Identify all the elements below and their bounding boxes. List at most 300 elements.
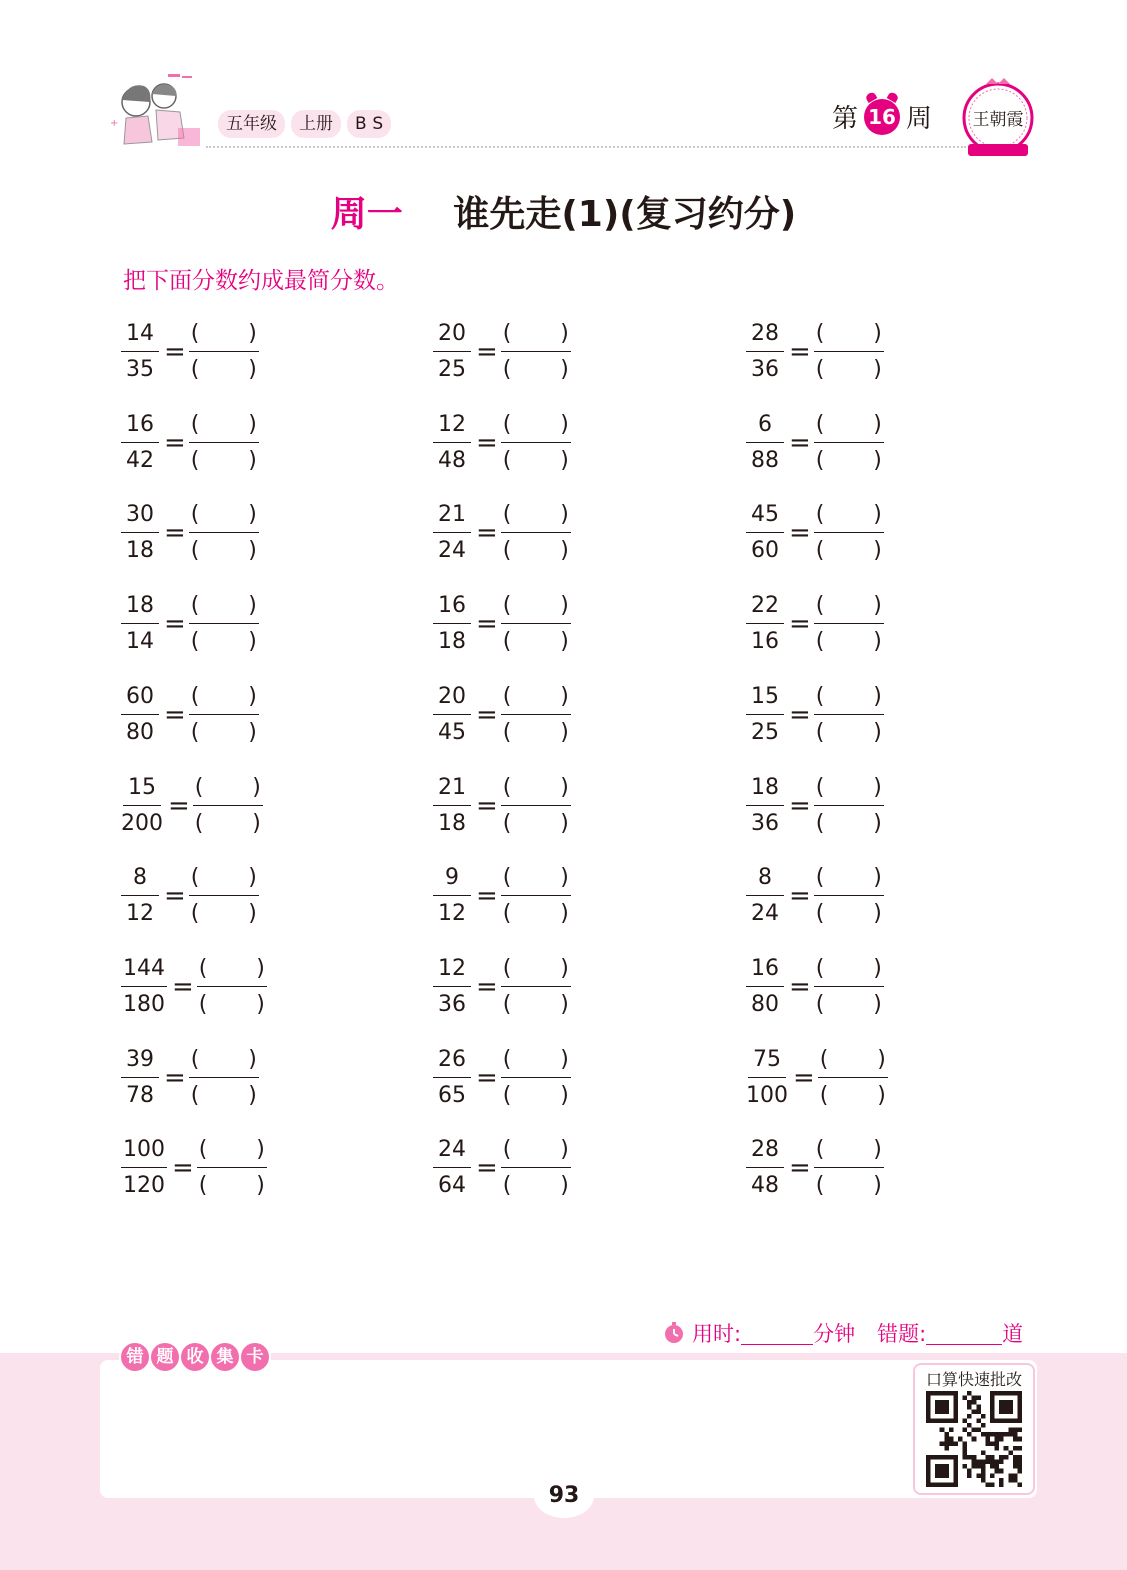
open-paren: (	[819, 1082, 829, 1108]
open-paren: (	[190, 683, 200, 709]
close-paren: )	[256, 955, 265, 981]
answer-blank[interactable]	[501, 954, 571, 1020]
answer-denominator-slot[interactable]	[197, 1168, 267, 1201]
close-paren: )	[873, 683, 882, 709]
answer-numerator-slot[interactable]	[189, 1045, 259, 1078]
fraction-problem	[746, 408, 884, 478]
qr-code-icon[interactable]	[926, 1391, 1022, 1487]
open-paren: (	[190, 593, 200, 619]
week-prefix: 第	[832, 104, 859, 134]
close-paren: )	[252, 774, 261, 800]
fraction-problem	[121, 589, 259, 659]
numerator: 12	[433, 954, 471, 987]
answer-blank[interactable]	[501, 410, 571, 476]
answer-blank[interactable]	[814, 410, 884, 476]
fraction-problem	[433, 952, 571, 1022]
equals-sign: =	[476, 881, 498, 912]
answer-denominator-slot[interactable]	[501, 715, 571, 748]
close-paren: )	[256, 1137, 265, 1163]
answer-blank[interactable]	[193, 773, 263, 839]
open-paren: (	[190, 321, 200, 346]
open-paren: (	[815, 683, 825, 709]
close-paren: )	[560, 538, 569, 564]
numerator: 21	[433, 500, 471, 533]
answer-denominator-slot[interactable]	[818, 1078, 888, 1111]
close-paren: )	[873, 955, 882, 981]
open-paren: (	[198, 1173, 208, 1199]
open-paren: (	[194, 810, 204, 836]
answer-blank[interactable]	[501, 500, 571, 566]
open-paren: (	[502, 447, 512, 473]
close-paren: )	[560, 321, 569, 346]
denominator: 100	[746, 1082, 788, 1108]
numerator: 144	[121, 954, 167, 987]
answer-blank[interactable]	[814, 954, 884, 1020]
equals-sign: =	[172, 1153, 194, 1184]
open-paren: (	[815, 955, 825, 981]
answer-denominator-slot[interactable]	[501, 624, 571, 657]
given-fraction	[121, 682, 159, 748]
given-fraction	[433, 954, 471, 1020]
answer-numerator-slot[interactable]	[814, 500, 884, 533]
equals-sign: =	[476, 1153, 498, 1184]
close-paren: )	[560, 502, 569, 528]
open-paren: (	[190, 538, 200, 564]
answer-denominator-slot[interactable]	[197, 987, 267, 1020]
answer-blank[interactable]	[501, 1045, 571, 1111]
page-title	[0, 186, 1127, 237]
fraction-problem	[433, 317, 571, 387]
answer-numerator-slot[interactable]	[814, 319, 884, 352]
answer-denominator-slot[interactable]	[189, 624, 259, 657]
answer-blank[interactable]	[501, 773, 571, 839]
close-paren: )	[873, 321, 882, 346]
close-paren: )	[256, 1173, 265, 1199]
answer-denominator-slot[interactable]	[814, 987, 884, 1020]
answer-denominator-slot[interactable]	[501, 443, 571, 476]
denominator: 18	[438, 810, 466, 836]
answer-denominator-slot[interactable]	[814, 806, 884, 839]
equals-sign: =	[476, 1062, 498, 1093]
title-name: 谁先走(1)(复习约分)	[453, 194, 797, 235]
close-paren: )	[873, 1173, 882, 1199]
answer-denominator-slot[interactable]	[193, 806, 263, 839]
fraction-problem	[433, 1133, 571, 1203]
answer-denominator-slot[interactable]	[814, 533, 884, 566]
answer-blank[interactable]	[197, 954, 267, 1020]
fraction-problem	[746, 589, 884, 659]
numerator: 16	[746, 954, 784, 987]
given-fraction	[433, 1045, 471, 1111]
answer-denominator-slot[interactable]	[501, 1168, 571, 1201]
fraction-problem	[746, 1133, 884, 1203]
denominator: 78	[126, 1082, 154, 1108]
answer-blank[interactable]	[189, 410, 259, 476]
equals-sign: =	[476, 337, 498, 367]
denominator: 120	[123, 1173, 165, 1199]
answer-blank[interactable]	[189, 682, 259, 748]
equals-sign: =	[476, 971, 498, 1002]
errors-unit: 道	[1002, 1322, 1024, 1346]
answer-numerator-slot[interactable]	[501, 591, 571, 624]
denominator: 80	[751, 991, 779, 1017]
answer-numerator-slot[interactable]	[814, 954, 884, 987]
open-paren: (	[198, 991, 208, 1017]
answer-numerator-slot[interactable]	[501, 773, 571, 806]
given-fraction	[121, 773, 163, 839]
open-paren: (	[815, 774, 825, 800]
close-paren: )	[248, 502, 257, 528]
card-label-char: 题	[149, 1341, 181, 1373]
close-paren: )	[248, 1082, 257, 1108]
close-paren: )	[248, 865, 257, 891]
equals-sign: =	[164, 427, 186, 458]
qr-panel	[913, 1363, 1035, 1495]
answer-denominator-slot[interactable]	[189, 443, 259, 476]
card-label-char: 集	[209, 1341, 241, 1373]
answer-denominator-slot[interactable]	[189, 533, 259, 566]
denominator: 36	[438, 991, 466, 1017]
given-fraction	[121, 500, 159, 566]
denominator: 16	[751, 629, 779, 655]
close-paren: )	[560, 1082, 569, 1108]
given-fraction	[746, 682, 784, 748]
open-paren: (	[502, 1082, 512, 1108]
open-paren: (	[815, 321, 825, 346]
denominator: 25	[438, 357, 466, 382]
fraction-problem	[746, 1043, 888, 1113]
answer-numerator-slot[interactable]	[814, 773, 884, 806]
numerator: 12	[433, 410, 471, 443]
time-unit: 分钟	[813, 1322, 856, 1346]
answer-numerator-slot[interactable]	[818, 1045, 888, 1078]
equals-sign: =	[164, 699, 186, 730]
equals-sign: =	[164, 1062, 186, 1093]
close-paren: )	[248, 629, 257, 655]
equals-sign: =	[789, 699, 811, 730]
given-fraction	[746, 500, 784, 566]
page-number: 93	[534, 1474, 594, 1518]
answer-blank[interactable]	[501, 1135, 571, 1201]
svg-text:+: +	[110, 118, 119, 129]
close-paren: )	[873, 810, 882, 836]
answer-blank[interactable]	[189, 863, 259, 929]
fraction-problem	[121, 1043, 259, 1113]
fraction-problem	[121, 952, 267, 1022]
answer-denominator-slot[interactable]	[501, 352, 571, 385]
close-paren: )	[560, 955, 569, 981]
answer-denominator-slot[interactable]	[189, 715, 259, 748]
answer-numerator-slot[interactable]	[197, 1135, 267, 1168]
given-fraction	[433, 773, 471, 839]
answer-blank[interactable]	[814, 500, 884, 566]
grade-tags	[218, 110, 391, 138]
fraction-problem	[746, 680, 884, 750]
fraction-problem	[121, 680, 259, 750]
close-paren: )	[252, 810, 261, 836]
denominator: 65	[438, 1082, 466, 1108]
answer-denominator-slot[interactable]	[189, 896, 259, 929]
week-indicator	[832, 98, 932, 135]
denominator: 48	[751, 1173, 779, 1199]
close-paren: )	[248, 719, 257, 745]
fraction-problem	[121, 408, 259, 478]
time-blank[interactable]	[741, 1322, 813, 1345]
answer-denominator-slot[interactable]	[814, 352, 884, 385]
answer-blank[interactable]	[814, 1135, 884, 1201]
close-paren: )	[560, 810, 569, 836]
answer-numerator-slot[interactable]	[189, 682, 259, 715]
week-suffix: 周	[906, 104, 933, 134]
close-paren: )	[873, 901, 882, 927]
given-fraction	[433, 410, 471, 476]
answer-denominator-slot[interactable]	[814, 624, 884, 657]
fraction-problem	[121, 1133, 267, 1203]
volume-tag: 上册	[291, 110, 341, 138]
open-paren: (	[502, 1173, 512, 1199]
answer-blank[interactable]	[814, 863, 884, 929]
close-paren: )	[560, 629, 569, 655]
numerator: 16	[433, 591, 471, 624]
equals-sign: =	[476, 790, 498, 821]
given-fraction	[121, 1045, 159, 1111]
answer-blank[interactable]	[189, 1045, 259, 1111]
open-paren: (	[502, 411, 512, 437]
equals-sign: =	[789, 881, 811, 912]
open-paren: (	[194, 774, 204, 800]
close-paren: )	[560, 593, 569, 619]
open-paren: (	[502, 901, 512, 927]
answer-blank[interactable]	[818, 1045, 888, 1111]
open-paren: (	[190, 629, 200, 655]
answer-numerator-slot[interactable]	[814, 591, 884, 624]
fraction-problem	[746, 317, 884, 387]
numerator: 9	[433, 863, 471, 896]
answer-denominator-slot[interactable]	[814, 443, 884, 476]
answer-numerator-slot[interactable]	[814, 410, 884, 443]
denominator: 25	[751, 719, 779, 745]
close-paren: )	[560, 991, 569, 1017]
open-paren: (	[815, 538, 825, 564]
close-paren: )	[873, 629, 882, 655]
close-paren: )	[873, 719, 882, 745]
denominator: 200	[121, 810, 163, 836]
open-paren: (	[190, 901, 200, 927]
answer-blank[interactable]	[189, 591, 259, 657]
answer-numerator-slot[interactable]	[189, 863, 259, 896]
denominator: 35	[126, 357, 154, 382]
answer-numerator-slot[interactable]	[189, 319, 259, 352]
open-paren: (	[502, 865, 512, 891]
answer-blank[interactable]	[197, 1135, 267, 1201]
answer-numerator-slot[interactable]	[501, 682, 571, 715]
answer-denominator-slot[interactable]	[189, 352, 259, 385]
equals-sign: =	[476, 699, 498, 730]
fraction-problem	[121, 861, 259, 931]
given-fraction	[746, 591, 784, 657]
close-paren: )	[560, 719, 569, 745]
answer-numerator-slot[interactable]	[189, 591, 259, 624]
logo-text: 王朝霞	[972, 110, 1024, 130]
numerator: 21	[433, 773, 471, 806]
numerator: 15	[123, 773, 161, 806]
denominator: 80	[126, 719, 154, 745]
answer-blank[interactable]	[814, 773, 884, 839]
equals-sign: =	[164, 518, 186, 549]
equals-sign: =	[476, 518, 498, 549]
numerator: 28	[746, 319, 784, 352]
close-paren: )	[248, 321, 257, 346]
close-paren: )	[877, 1082, 886, 1108]
close-paren: )	[560, 1173, 569, 1199]
answer-numerator-slot[interactable]	[197, 954, 267, 987]
given-fraction	[121, 591, 159, 657]
fraction-problem	[121, 771, 263, 841]
open-paren: (	[502, 719, 512, 745]
equals-sign: =	[789, 337, 811, 367]
denominator: 64	[438, 1173, 466, 1199]
denominator: 24	[751, 901, 779, 927]
answer-numerator-slot[interactable]	[501, 863, 571, 896]
week-number-badge: 16	[864, 99, 900, 135]
equals-sign: =	[164, 337, 186, 367]
answer-denominator-slot[interactable]	[189, 1078, 259, 1111]
card-label-char: 卡	[239, 1341, 271, 1373]
open-paren: (	[502, 593, 512, 619]
answer-numerator-slot[interactable]	[501, 500, 571, 533]
answer-numerator-slot[interactable]	[814, 682, 884, 715]
denominator: 60	[751, 538, 779, 564]
open-paren: (	[502, 955, 512, 981]
close-paren: )	[560, 1137, 569, 1163]
answer-denominator-slot[interactable]	[501, 806, 571, 839]
answer-numerator-slot[interactable]	[501, 954, 571, 987]
answer-denominator-slot[interactable]	[501, 1078, 571, 1111]
answer-denominator-slot[interactable]	[501, 896, 571, 929]
stats-line	[662, 1318, 1023, 1348]
open-paren: (	[502, 538, 512, 564]
answer-blank[interactable]	[501, 863, 571, 929]
equals-sign: =	[168, 790, 190, 821]
fraction-problem	[433, 589, 571, 659]
answer-denominator-slot[interactable]	[814, 896, 884, 929]
numerator: 45	[746, 500, 784, 533]
given-fraction	[121, 319, 159, 385]
answer-blank[interactable]	[814, 319, 884, 385]
open-paren: (	[502, 810, 512, 836]
open-paren: (	[815, 502, 825, 528]
numerator: 60	[121, 682, 159, 715]
given-fraction	[433, 319, 471, 385]
answer-denominator-slot[interactable]	[501, 533, 571, 566]
fraction-problem	[121, 498, 259, 568]
answer-numerator-slot[interactable]	[501, 410, 571, 443]
fraction-problem	[433, 408, 571, 478]
answer-numerator-slot[interactable]	[501, 319, 571, 352]
close-paren: )	[873, 502, 882, 528]
equals-sign: =	[164, 881, 186, 912]
open-paren: (	[815, 719, 825, 745]
answer-numerator-slot[interactable]	[501, 1135, 571, 1168]
open-paren: (	[815, 865, 825, 891]
open-paren: (	[190, 719, 200, 745]
numerator: 75	[748, 1045, 786, 1078]
close-paren: )	[248, 357, 257, 382]
fraction-problem	[121, 317, 259, 387]
denominator: 48	[438, 447, 466, 473]
errors-blank[interactable]	[926, 1322, 1002, 1345]
answer-numerator-slot[interactable]	[193, 773, 263, 806]
answer-blank[interactable]	[501, 591, 571, 657]
answer-blank[interactable]	[189, 319, 259, 385]
close-paren: )	[877, 1046, 886, 1072]
answer-denominator-slot[interactable]	[814, 715, 884, 748]
equals-sign: =	[789, 427, 811, 458]
open-paren: (	[815, 593, 825, 619]
equals-sign: =	[789, 790, 811, 821]
close-paren: )	[873, 1137, 882, 1163]
answer-blank[interactable]	[501, 319, 571, 385]
numerator: 28	[746, 1135, 784, 1168]
fraction-problem	[433, 498, 571, 568]
answer-numerator-slot[interactable]	[189, 500, 259, 533]
denominator: 42	[126, 447, 154, 473]
denominator: 45	[438, 719, 466, 745]
answer-numerator-slot[interactable]	[814, 1135, 884, 1168]
card-label-char: 错	[119, 1341, 151, 1373]
instruction-text: 把下面分数约成最简分数。	[123, 268, 399, 294]
close-paren: )	[248, 411, 257, 437]
equals-sign: =	[172, 971, 194, 1002]
numerator: 20	[433, 682, 471, 715]
denominator: 180	[123, 991, 165, 1017]
numerator: 20	[433, 319, 471, 352]
given-fraction	[746, 319, 784, 385]
close-paren: )	[256, 991, 265, 1017]
answer-numerator-slot[interactable]	[189, 410, 259, 443]
open-paren: (	[198, 1137, 208, 1163]
open-paren: (	[815, 447, 825, 473]
qr-label: 口算快速批改	[925, 1370, 1022, 1389]
close-paren: )	[873, 411, 882, 437]
given-fraction	[433, 500, 471, 566]
equals-sign: =	[476, 427, 498, 458]
answer-numerator-slot[interactable]	[814, 863, 884, 896]
time-label: 用时:	[692, 1322, 742, 1346]
close-paren: )	[248, 447, 257, 473]
open-paren: (	[190, 357, 200, 382]
answer-blank[interactable]	[189, 500, 259, 566]
grade-tag: 五年级	[218, 110, 285, 138]
close-paren: )	[873, 774, 882, 800]
given-fraction	[433, 863, 471, 929]
answer-denominator-slot[interactable]	[501, 987, 571, 1020]
denominator: 36	[751, 357, 779, 382]
open-paren: (	[815, 810, 825, 836]
answer-blank[interactable]	[814, 682, 884, 748]
close-paren: )	[248, 538, 257, 564]
close-paren: )	[560, 683, 569, 709]
fraction-problem	[746, 952, 884, 1022]
given-fraction	[121, 954, 167, 1020]
close-paren: )	[560, 447, 569, 473]
answer-denominator-slot[interactable]	[814, 1168, 884, 1201]
answer-blank[interactable]	[814, 591, 884, 657]
fraction-problem	[746, 861, 884, 931]
open-paren: (	[815, 357, 825, 382]
answer-blank[interactable]	[501, 682, 571, 748]
answer-numerator-slot[interactable]	[501, 1045, 571, 1078]
